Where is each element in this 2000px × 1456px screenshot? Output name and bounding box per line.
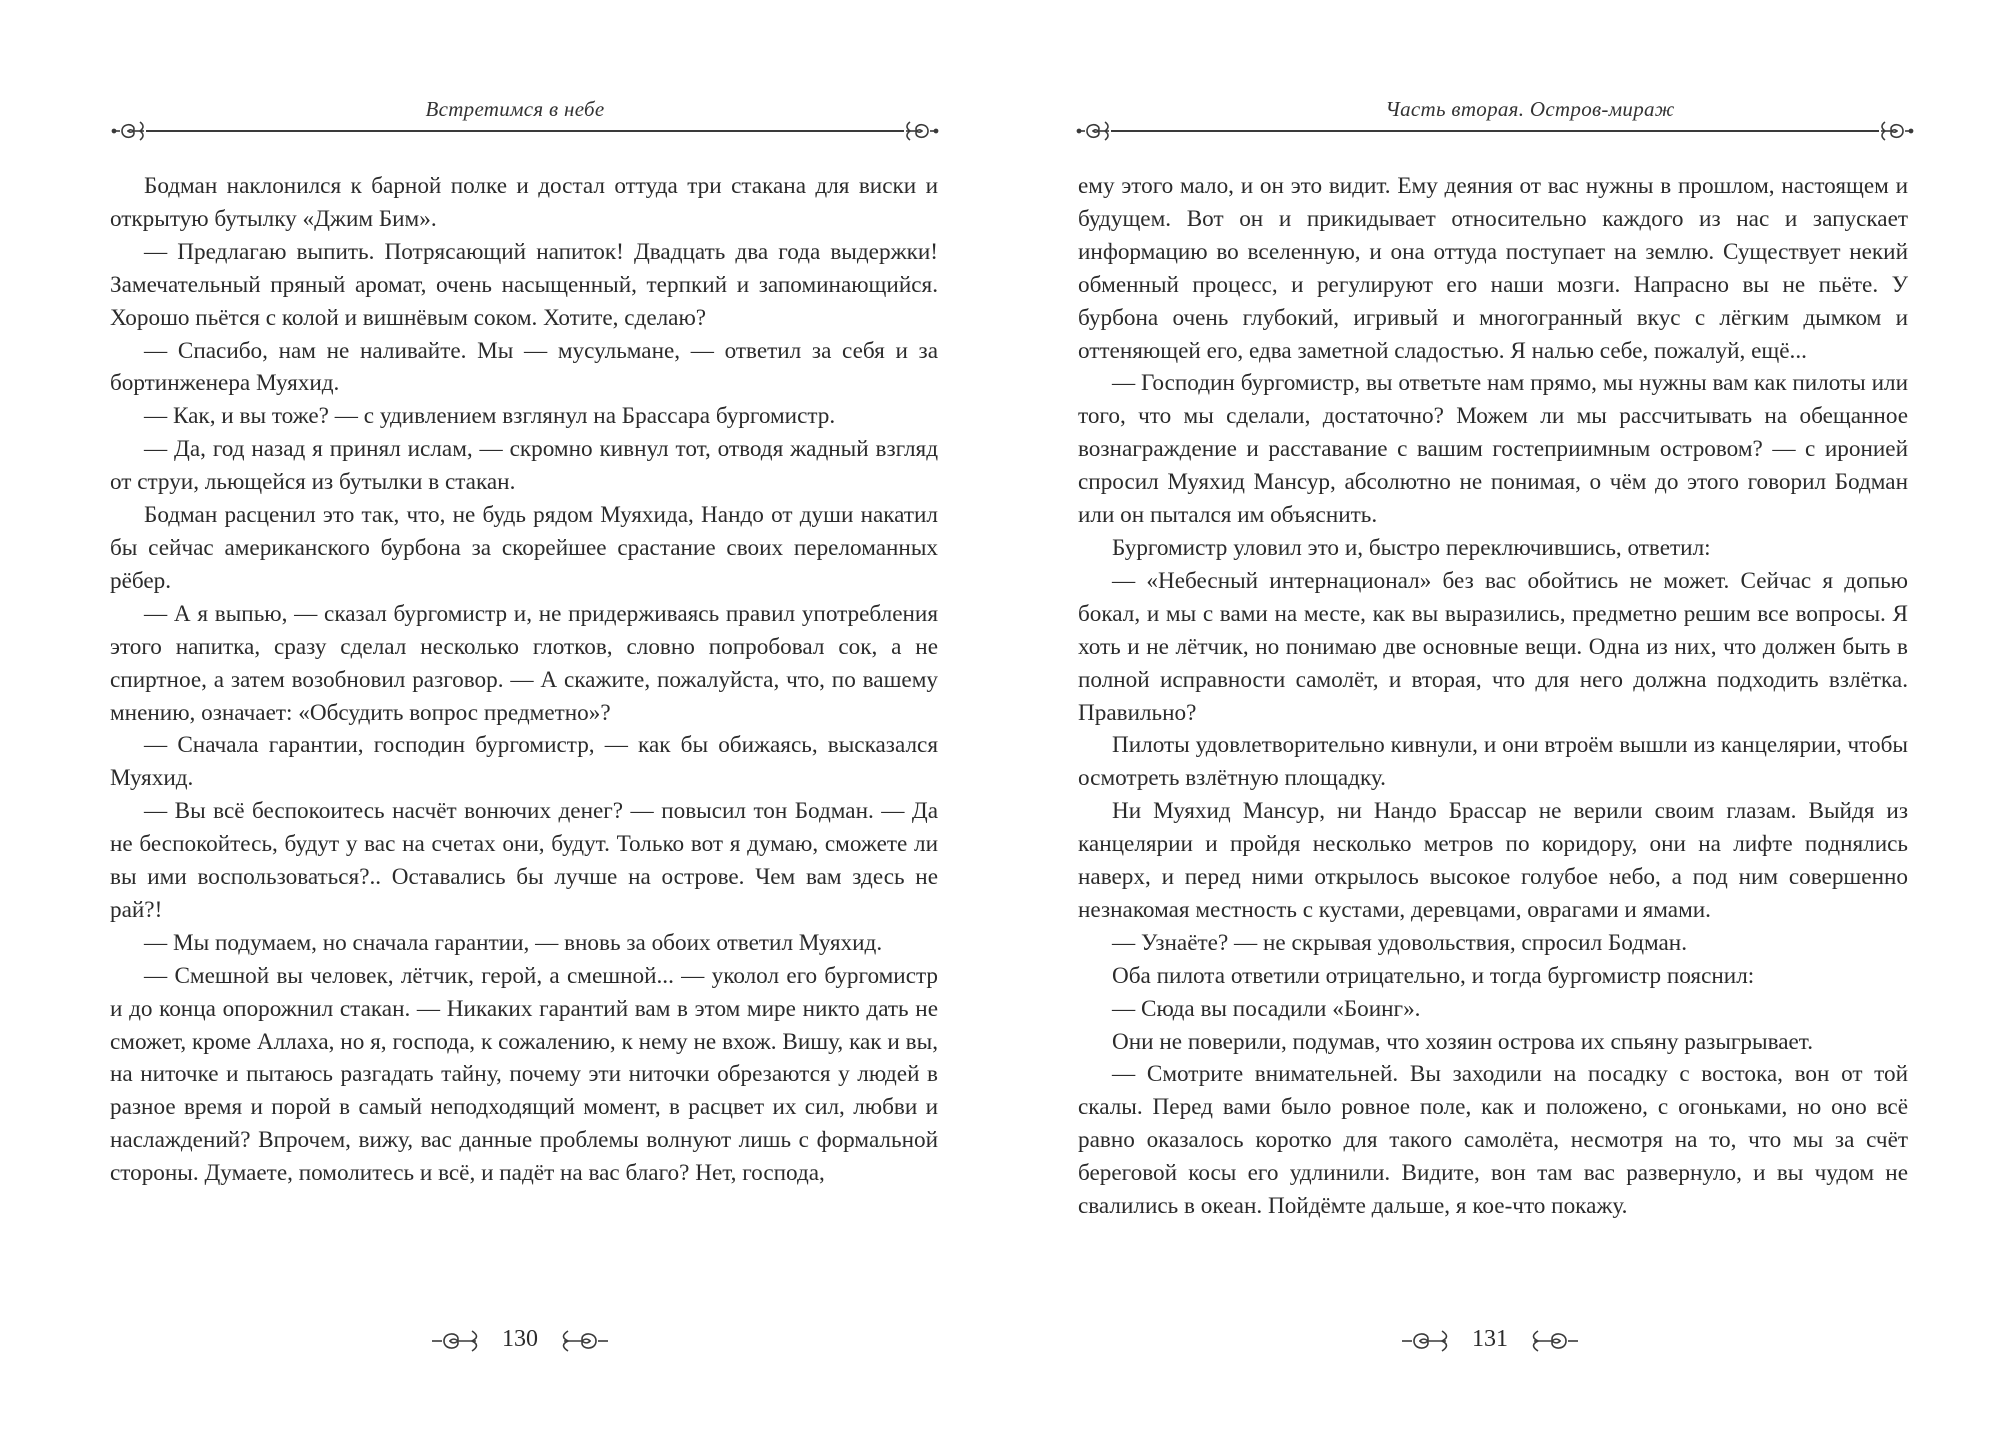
right-running-head: Часть вторая. Остров-мираж [1385, 97, 1675, 121]
right-scroll-ornament-icon-end [1881, 122, 1913, 140]
paragraph: — Мы подумаем, но сначала гарантии, — вновь за обоих ответил Муяхид. [144, 929, 883, 956]
paragraph: — Господин бургомистр, вы ответьте нам прямо, мы нужны вам как пилоты или того, что мы сделали, достаточно? Можем ли мы рассчитывать на обещанное вознаграждение и расставание с вашим гостеприимным островом? — с иронией спросил Муяхид Мансур, абсолютно не понимая, о чём до этого говорил Бодман или он пытался им объяснить. [1078, 370, 1908, 529]
right-body-text [1078, 170, 1908, 1223]
folio-right-flourish-icon [552, 1326, 610, 1356]
right-page [1000, 0, 2000, 1456]
paragraph: Они не поверили, подумав, что хозяин острова их спьяну разыгрывает. [1112, 1028, 1813, 1055]
paragraph: — Узнаёте? — не скрывая удовольствия, спросил Бодман. [1112, 929, 1688, 956]
paragraph: ему этого мало, и он это видит. Ему деяния от вас нужны в прошлом, настоящем и будущем. Вот он и прикидывает относительно каждого из нас и запускает информацию во вселенную, и она оттуда поступает на землю. Существует некий обменный процесс, и регулируют его наши мозги. Напрасно вы не пьёте. У бурбона очень глубокий, игривый и многогранный вкус с лёгким дымком и оттеняющей его, едва заметной сладостью. Я налью себе, пожалуй, ещё... [1078, 173, 1908, 364]
left-body-text [110, 170, 938, 1190]
paragraph: — Сначала гарантии, господин бургомистр, — как бы обижаясь, высказался Муяхид. [110, 732, 938, 792]
right-scroll-ornament-icon [1077, 122, 1109, 140]
paragraph: — Смотрите внимательней. Вы заходили на посадку с востока, вон от той скалы. Перед вами было ровное поле, как и положено, с огоньками, но оно всё равно оказалось коротко для такого самолёта, несмотря на то, что мы за счёт береговой косы его удлинили. Видите, вон там вас развернуло, и вы чудом не свалились в океан. Пойдёмте дальше, я кое-что покажу. [1078, 1061, 1908, 1220]
paragraph: Оба пилота ответили отрицательно, и тогда бургомистр пояснил: [1112, 962, 1755, 989]
left-header-ornament-rule [110, 116, 940, 146]
right-folio [1400, 1322, 1580, 1362]
paragraph: — А я выпью, — сказал бургомистр и, не придерживаясь правил употребления этого напитка, сразу сделал несколько глотков, словно попробовал сок, а не спиртное, а затем возобновил разговор. — А скажите, пожалуйста, что, по вашему мнению, означает: «Обсудить вопрос предметно»? [110, 600, 938, 726]
paragraph: — Предлагаю выпить. Потрясающий напиток! Двадцать два года выдержки! Замечательный пряный аромат, очень насыщенный, терпкий и запоминающийся. Хорошо пьётся с колой и вишнёвым соком. Хотите, сделаю? [110, 238, 938, 331]
paragraph: Пилоты удовлетворительно кивнули, и они втроём вышли из канцелярии, чтобы осмотреть взлётную площадку. [1078, 732, 1908, 792]
paragraph: — Да, год назад я принял ислам, — скромно кивнул тот, отводя жадный взгляд от струи, льющейся из бутылки в стакан. [110, 436, 938, 496]
paragraph: — Сюда вы посадили «Боинг». [1112, 995, 1421, 1022]
paragraph: — Как, и вы тоже? — с удивлением взглянул на Брассара бургомистр. [144, 403, 836, 430]
left-scroll-ornament-icon-end [906, 122, 938, 140]
left-running-head: Встретимся в небе [425, 97, 605, 121]
left-page-number: 130 [502, 1326, 538, 1352]
paragraph: — «Небесный интернационал» без вас обойтись не может. Сейчас я допью бокал, и мы с вами на месте, как вы выразились, предметно решим все вопросы. Я хоть и не лётчик, но понимаю две основные вещи. Одна из них, что должен быть в полной исправности самолёт, и вторая, что для него должна подходить взлётка. Правильно? [1078, 567, 1908, 726]
paragraph: Бодман расценил это так, что, не будь рядом Муяхида, Нандо от души накатил бы сейчас американского бурбона за скорейшее срастание своих переломанных рёбер. [110, 502, 938, 594]
paragraph: — Спасибо, нам не наливайте. Мы — мусульмане, — ответил за себя и за бортинженера Муяхид. [110, 337, 938, 397]
folio-right-flourish-icon [1522, 1326, 1580, 1356]
paragraph: — Смешной вы человек, лётчик, герой, а смешной... — уколол его бургомистр и до конца опорожнил стакан. — Никаких гарантий вам в этом мире никто дать не сможет, кроме Аллаха, но я, господа, к сожалению, к нему не вхож. Вишу, как и вы, на ниточке и пытаюсь разгадать тайну, почему эти ниточки обрезаются у людей в разное время и порой в самый неподходящий момент, в расцвет их сил, любви и наслаждений? Впрочем, вижу, вас данные проблемы волнуют лишь с формальной стороны. Думаете, помолитесь и всё, и падёт на вас благо? Нет, господа, [110, 962, 938, 1187]
paragraph: — Вы всё беспокоитесь насчёт вонючих денег? — повысил тон Бодман. — Да не беспокойтесь, будут у вас на счетах они, будут. Только вот я думаю, сможете ли вы ими воспользоваться?.. Оставались бы лучше на острове. Чем вам здесь не рай?! [110, 798, 938, 923]
right-header-ornament-rule [1075, 116, 1915, 146]
paragraph: Бодман наклонился к барной полке и достал оттуда три стакана для виски и открытую бутылку «Джим Бим». [110, 173, 938, 232]
paragraph: Бургомистр уловил это и, быстро переключившись, ответил: [1112, 534, 1711, 561]
paragraph: Ни Муяхид Мансур, ни Нандо Брассар не верили своим глазам. Выйдя из канцелярии и пройдя несколько метров по коридору, они на лифте поднялись наверх, и перед ними открылось высокое голубое небо, а под ним совершенно незнакомая местность с кустами, деревцами, оврагами и ямами. [1078, 798, 1908, 923]
right-page-number: 131 [1472, 1326, 1508, 1352]
left-folio [430, 1322, 610, 1362]
left-scroll-ornament-icon [112, 122, 144, 140]
